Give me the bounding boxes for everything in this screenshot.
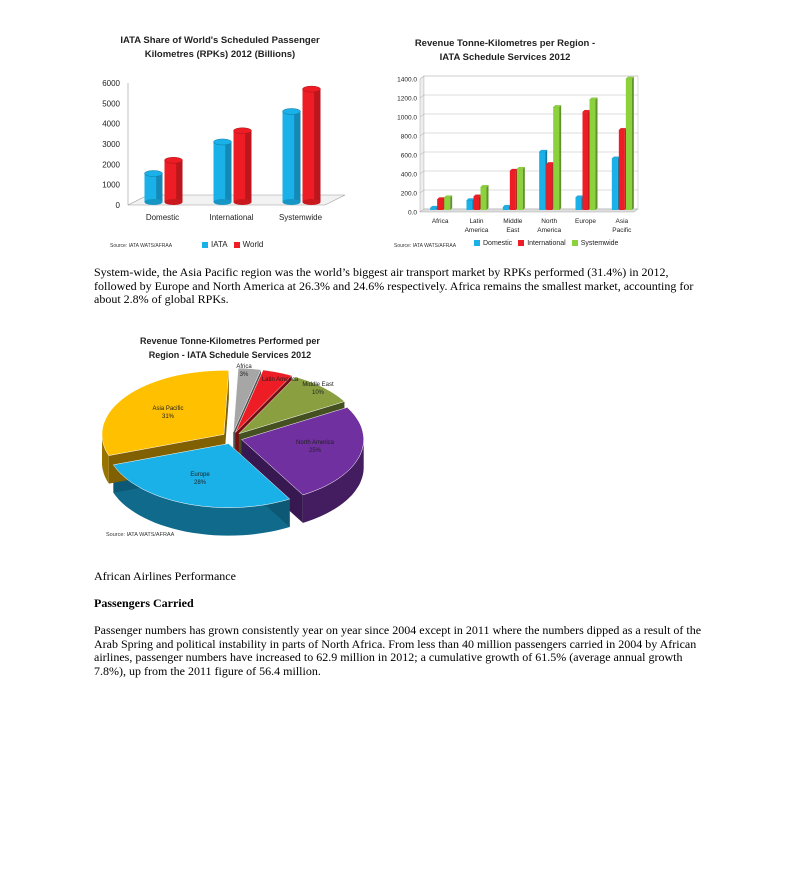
chart1-source: Source: IATA WATS/AFRAA bbox=[110, 243, 173, 249]
chart2-xtick-label: Middle bbox=[503, 218, 523, 225]
section-title: African Airlines Performance bbox=[94, 569, 236, 583]
pie-value-asia-pacific: 31% bbox=[161, 414, 175, 420]
chart2-ytick-label: 200.0 bbox=[400, 190, 417, 198]
legend-item-world: World bbox=[234, 240, 264, 249]
chart2-ytick-label: 1000.0 bbox=[397, 114, 417, 122]
paragraph-asia-pacific: System-wide, the Asia Pacific region was the world’s biggest air transport market by RPKs performed (31.4%) in 2012, followed by Europe and North America at 26.3% and 24.6% respectively. Africa remains the smallest market, accounting for about 2.8% of global RPKs. bbox=[94, 265, 694, 306]
chart1-ytick-label: 4000 bbox=[102, 119, 120, 129]
legend-item-iata: IATA bbox=[202, 240, 228, 249]
chart1-title: IATA Share of World's Scheduled Passenger Kilometres (RPKs) 2012 (Billions) bbox=[120, 35, 320, 60]
chart2-xtick-label: Latin bbox=[469, 218, 484, 225]
pie-label-latin-america: Latin America bbox=[261, 377, 299, 383]
pie-value-middle-east: 10% bbox=[311, 390, 325, 396]
chart2-xtick-label: North bbox=[541, 218, 558, 225]
chart1-ytick-label: 1000 bbox=[102, 180, 120, 190]
chart1-xtick-label: Domestic bbox=[145, 213, 180, 222]
pie-value-europe: 28% bbox=[193, 480, 207, 486]
legend-item-systemwide: Systemwide bbox=[572, 240, 619, 247]
chart2-xtick-label: America bbox=[464, 227, 489, 234]
chart1-ytick-label: 2000 bbox=[102, 160, 120, 170]
pie-label-africa: Africa bbox=[236, 364, 252, 370]
chart1-xtick-label: Systemwide bbox=[278, 213, 323, 222]
chart2-source: Source: IATA WATS/AFRAA bbox=[394, 243, 457, 249]
subheading-passengers-carried: Passengers Carried bbox=[94, 596, 194, 610]
pie-label-asia-pacific: Asia Pacific bbox=[152, 406, 184, 412]
chart1-ytick-label: 5000 bbox=[102, 99, 120, 109]
chart2-xtick-label: America bbox=[537, 227, 562, 234]
pie-value-north-america: 25% bbox=[308, 448, 322, 454]
pie-label-middle-east: Middle East bbox=[302, 382, 334, 388]
chart1-ytick-label: 6000 bbox=[102, 79, 120, 88]
chart1-xtick-label: International bbox=[209, 213, 254, 222]
paragraph-passengers: Passenger numbers has grown consistently year on year since 2004 except in 2011 where the numbers dipped as a result of the Arab Spring and political instability in parts of North Africa. From less than 40 million passengers carried in 2004 by African airlines, passenger numbers have increased to 62.9 million in 2012; a cumulative growth of 61.5% (average annual growth 7.8%), up from the 2011 figure of 56.4 million. bbox=[94, 623, 702, 678]
chart2-xtick-label: Asia bbox=[615, 218, 629, 225]
chart2-ytick-label: 400.0 bbox=[400, 171, 417, 179]
chart2-xtick-label: Pacific bbox=[612, 227, 632, 234]
chart2-ytick-label: 600.0 bbox=[400, 152, 417, 160]
chart2-ytick-label: 1400.0 bbox=[397, 76, 417, 84]
pie-label-europe: Europe bbox=[190, 472, 210, 478]
chart3-source: Source: IATA WATS/AFRAA bbox=[106, 532, 175, 538]
chart3-title: Revenue Tonne-Kilometres Performed per Region - IATA Schedule Services 2012 bbox=[140, 336, 320, 360]
chart2-xtick-label: Europe bbox=[575, 218, 596, 225]
chart2-ytick-label: 800.0 bbox=[400, 133, 417, 141]
pie-label-north-america: North America bbox=[295, 440, 335, 446]
legend-item-international: International bbox=[518, 240, 566, 247]
chart1-ytick-label: 3000 bbox=[102, 140, 120, 149]
pie-value-africa: 3% bbox=[239, 372, 249, 378]
legend-item-domestic: Domestic bbox=[474, 240, 512, 247]
chart2-ytick-label: 1200.0 bbox=[397, 95, 417, 103]
chart2-ytick-label: 0.0 bbox=[407, 209, 417, 217]
chart2-xtick-label: East bbox=[506, 227, 520, 234]
chart2-title: Revenue Tonne-Kilometres per Region - IATA Schedule Services 2012 bbox=[414, 38, 596, 63]
chart1-ytick-label: 0 bbox=[115, 201, 120, 210]
chart2-xtick-label: Africa bbox=[431, 218, 449, 225]
